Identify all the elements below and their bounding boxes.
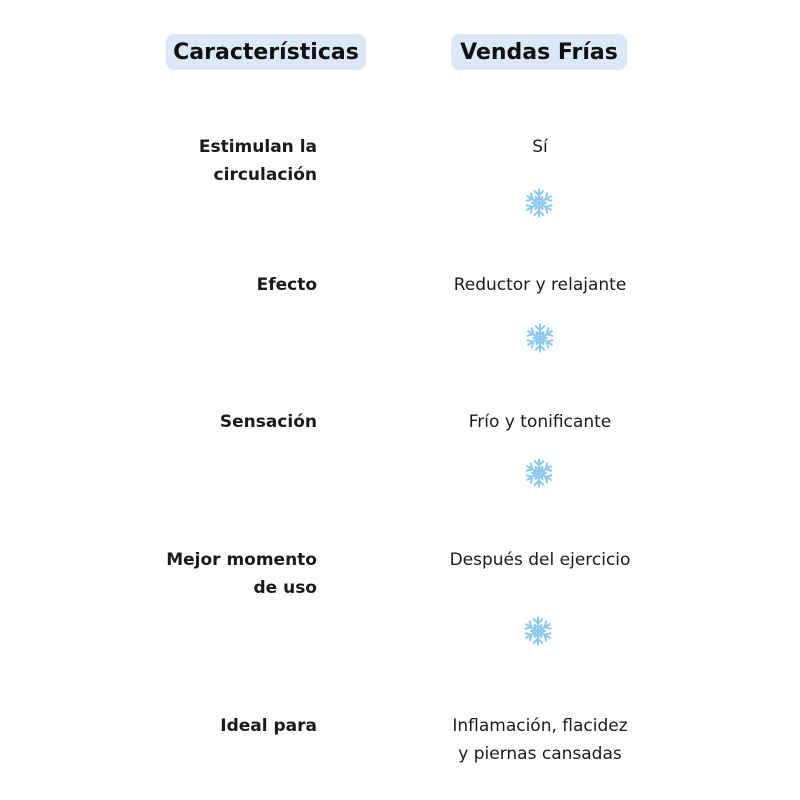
row-label-line: de uso bbox=[253, 578, 317, 598]
snowflake-icon bbox=[522, 456, 556, 490]
row-label bbox=[117, 546, 317, 602]
row-value-line: Sí bbox=[532, 137, 548, 157]
row-value bbox=[400, 133, 680, 161]
row-label-line: Sensación bbox=[219, 412, 317, 432]
row-label-line: Efecto bbox=[256, 275, 317, 295]
snowflake-icon bbox=[522, 186, 556, 220]
row-value bbox=[400, 712, 680, 768]
snowflake-icon bbox=[521, 614, 555, 648]
row-value-line: Frío y tonificante bbox=[468, 412, 612, 432]
row-value-line: Reductor y relajante bbox=[453, 275, 627, 295]
row-value-line: Inflamación, flacidez bbox=[452, 716, 628, 736]
header-caracteristicas-label: Características bbox=[173, 39, 359, 65]
row-label bbox=[117, 408, 317, 436]
row-label bbox=[117, 271, 317, 299]
row-value-line: Después del ejercicio bbox=[449, 550, 631, 570]
row-label-line: Mejor momento bbox=[166, 550, 317, 570]
row-value-line: y piernas cansadas bbox=[458, 744, 622, 764]
row-value bbox=[400, 546, 680, 574]
row-label-line: Ideal para bbox=[220, 716, 317, 736]
row-value bbox=[400, 271, 680, 299]
header-vendas-frias bbox=[451, 34, 627, 70]
row-label-line: circulación bbox=[213, 165, 317, 185]
row-label bbox=[117, 133, 317, 189]
row-value bbox=[400, 408, 680, 436]
row-label-line: Estimulan la bbox=[198, 137, 317, 157]
row-label bbox=[117, 712, 317, 740]
snowflake-icon bbox=[523, 321, 557, 355]
header-caracteristicas bbox=[166, 34, 366, 70]
header-vendas-frias-label: Vendas Frías bbox=[460, 39, 618, 65]
